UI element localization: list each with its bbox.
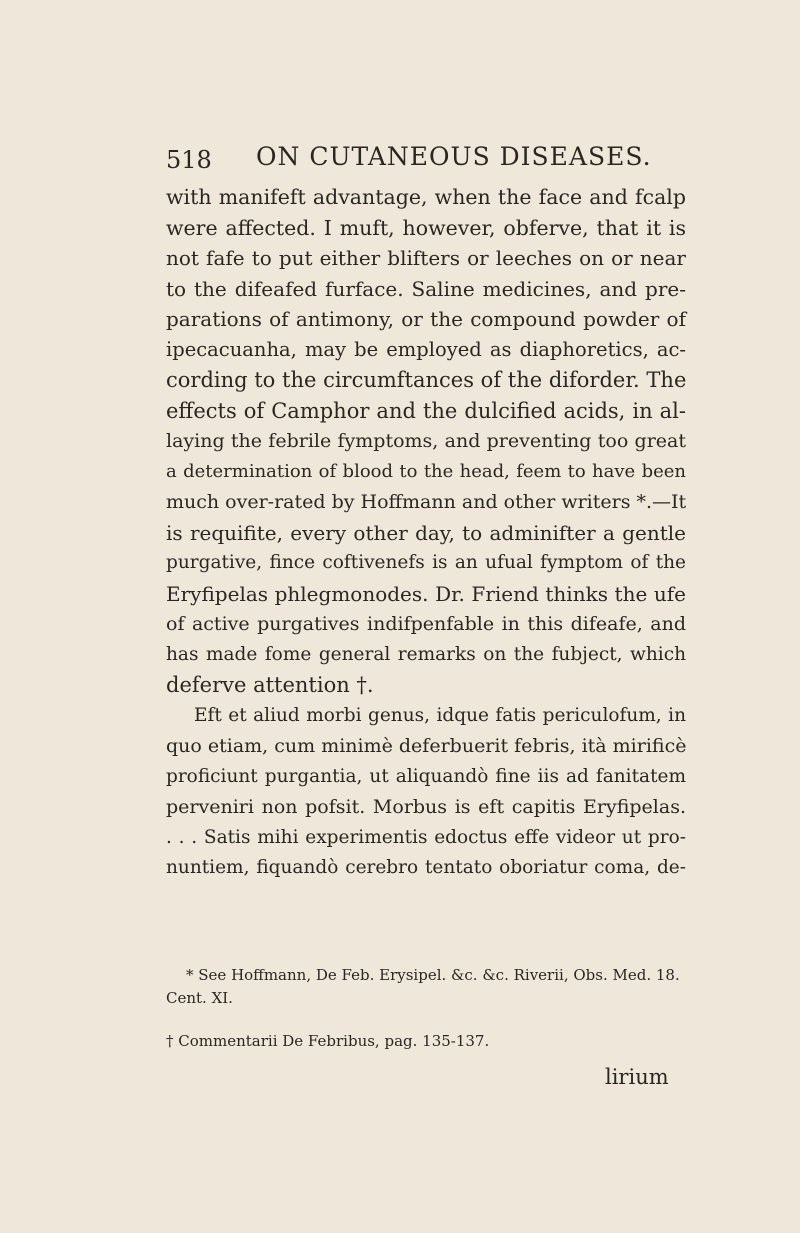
footnote-dagger [166,1030,686,1053]
paragraph-1 [166,182,686,701]
text-line: Eryfipelas phlegmonodes. Dr. Friend thinks the ufe [166,581,686,606]
footnote-line: † Commentarii De Febribus, pag. 135-137. [166,1032,490,1050]
text-line: Eft et aliud morbi genus, idque fatis periculofum, in [194,704,686,726]
text-line: not fafe to put either blifters or leeches on or near [166,246,686,270]
text-line: effects of Camphor and the dulcified acids, in al- [166,398,686,423]
text-line: laying the febrile fymptoms, and preventing too great [166,430,686,452]
text-line: were affected. I muft, however, obferve, that it is [166,215,686,240]
text-line: with manifeft advantage, when the face and fcalp [166,185,686,209]
text-line: ipecacuanha, may be employed as diaphoretics, ac- [166,337,686,361]
paragraph-2 [166,701,686,884]
body-text [166,182,686,884]
text-line: of active purgatives indifpenfable in this difeafe, and [166,613,686,635]
text-line: cording to the circumftances of the diforder. The [166,368,687,392]
text-line: perveniri non pofsit. Morbus is eft capitis Eryfipelas. [166,796,686,818]
running-title: ON CUTANEOUS DISEASES. [256,142,652,171]
text-line: is requifite, every other day, to adminifter a gentle [166,520,686,545]
page-number: 518 [166,146,212,174]
text-line: parations of antimony, or the compound powder of [166,307,686,331]
text-line: purgative, fince coftivenefs is an ufual fymptom of the [166,552,686,573]
text-line: to the difeafed furface. Saline medicines, and pre- [166,276,686,301]
footnotes [166,964,686,1053]
text-line: deferve attention †. [166,673,374,697]
catchword: lirium [605,1065,669,1089]
footnote-line: Cent. XI. [166,989,233,1007]
text-line: much over-rated by Hoffmann and other writers *.—It [166,491,687,513]
text-line: nuntiem, fiquandò cerebro tentato oboriatur coma, de- [166,857,686,878]
footnote-asterisk [166,964,686,1010]
text-line: . . . Satis mihi experimentis edoctus effe videor ut pro- [166,826,686,848]
text-line: quo etiam, cum minimè deferbuerit febris, ità mirificè [166,735,687,757]
text-line: proficiunt purgantia, ut aliquandò fine iis ad fanitatem [166,765,686,787]
page-header [166,142,686,176]
text-line: a determination of blood to the head, feem to have been [166,460,686,482]
text-line: has made fome general remarks on the fubject, which [166,643,686,665]
footnote-line: * See Hoffmann, De Feb. Erysipel. &c. &c. Riverii, Obs. Med. 18. [186,966,680,984]
